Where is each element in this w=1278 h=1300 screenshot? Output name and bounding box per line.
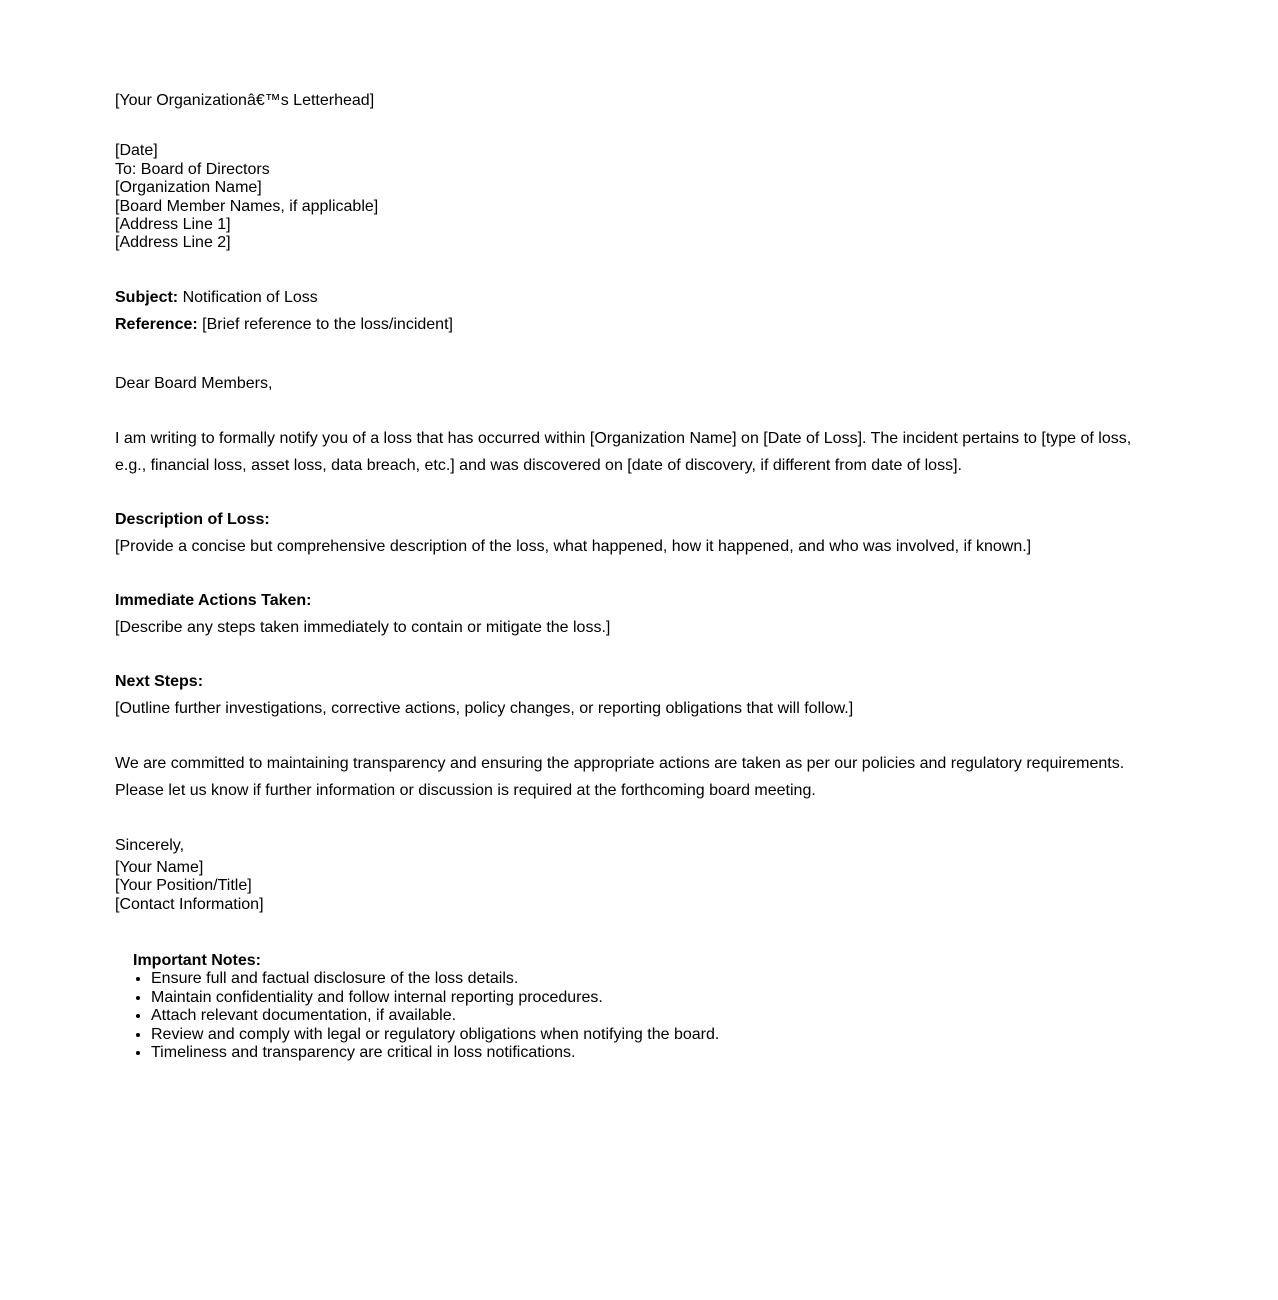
subject-label: Subject: xyxy=(115,288,179,306)
reference-label: Reference: xyxy=(115,315,198,333)
section-description-of-loss xyxy=(115,506,1163,560)
signature-line: [Your Name] xyxy=(115,858,204,876)
important-notes-section xyxy=(133,952,1163,1062)
section-heading: Next Steps: xyxy=(115,672,204,690)
important-notes-heading: Important Notes: xyxy=(133,952,261,970)
section-body: [Outline further investigations, corrective actions, policy changes, or reporting obligations that will follow.] xyxy=(115,699,854,717)
section-heading: Description of Loss: xyxy=(115,510,270,528)
recipient-line: [Address Line 1] xyxy=(115,216,231,234)
sign-off: Sincerely, xyxy=(115,836,185,854)
note-item: • Ensure full and factual disclosure of the loss details. xyxy=(151,970,1163,988)
section-body: [Provide a concise but comprehensive description of the loss, what happened, how it happened, and who was involved, if known.] xyxy=(115,537,1032,555)
closing-paragraph: We are committed to maintaining transparency and ensuring the appropriate actions are taken as per our policies and regulatory requirements. Please let us know if further information or discussion is required at the forthcoming board meeting. xyxy=(115,754,1125,799)
recipient-line: To: Board of Directors xyxy=(115,160,270,178)
important-notes-list xyxy=(133,970,1163,1062)
subject-value: Notification of Loss xyxy=(182,288,318,306)
subject-reference-block xyxy=(115,284,1163,338)
letterhead-placeholder: [Your Organizationâ€™s Letterhead] xyxy=(115,92,375,109)
salutation: Dear Board Members, xyxy=(115,374,273,392)
loss-notification-letter xyxy=(115,92,1163,1063)
intro-paragraph: I am writing to formally notify you of a loss that has occurred within [Organization Name] on [Date of Loss]. The incident pertains to [type of loss, e.g., financial loss, asset loss, data breach, etc.] and was discovered on [date of discovery, if different from date of loss]. xyxy=(115,429,1132,474)
note-item: • Review and comply with legal or regulatory obligations when notifying the board. xyxy=(151,1026,1163,1044)
signature-block xyxy=(115,859,1163,914)
signature-line: [Your Position/Title] xyxy=(115,877,252,895)
recipient-address-block xyxy=(115,161,1163,253)
recipient-line: [Address Line 2] xyxy=(115,234,231,252)
note-item: • Attach relevant documentation, if available. xyxy=(151,1007,1163,1025)
section-heading: Immediate Actions Taken: xyxy=(115,591,312,609)
reference-value: [Brief reference to the loss/incident] xyxy=(202,315,453,333)
recipient-line: [Organization Name] xyxy=(115,179,262,197)
section-body: [Describe any steps taken immediately to contain or mitigate the loss.] xyxy=(115,618,611,636)
signature-line: [Contact Information] xyxy=(115,895,264,913)
note-item: • Timeliness and transparency are critical in loss notifications. xyxy=(151,1044,1163,1062)
note-item: • Maintain confidentiality and follow internal reporting procedures. xyxy=(151,989,1163,1007)
section-next-steps xyxy=(115,668,1163,722)
recipient-line: [Board Member Names, if applicable] xyxy=(115,197,379,215)
date-placeholder: [Date] xyxy=(115,142,158,160)
section-immediate-actions xyxy=(115,587,1163,641)
